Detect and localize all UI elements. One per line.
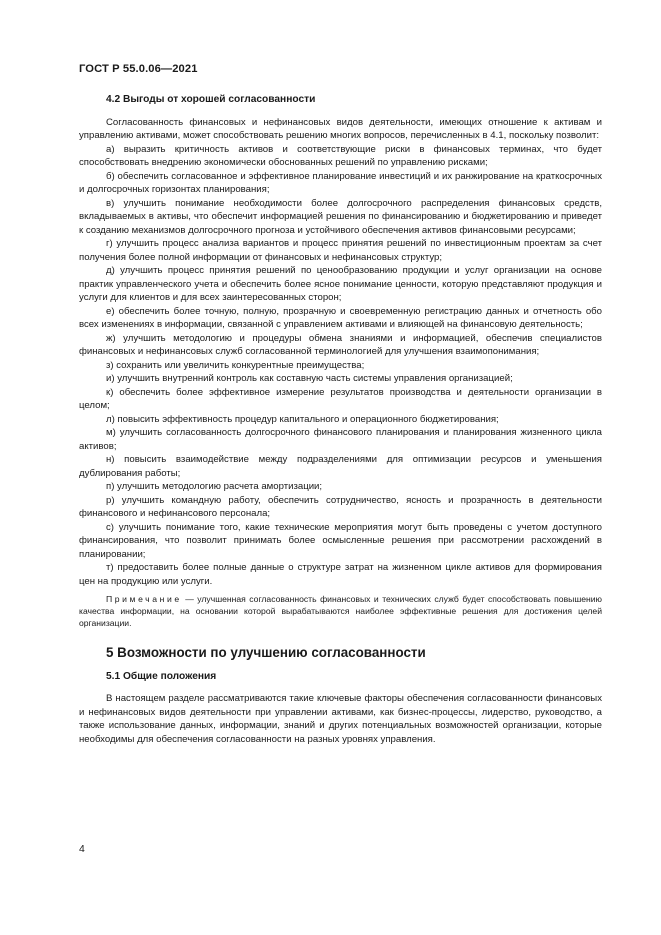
document-code-header: ГОСТ Р 55.0.06—2021 <box>79 63 198 75</box>
list-item: з) сохранить или увеличить конкурентные преимущества; <box>106 359 365 371</box>
list-item: а) выразить критичность активов и соответствующие риски в финансовых терминах, что будет способствовать внедрению экономически обоснованных решений по управлению рисками; <box>79 143 602 168</box>
section-4-2-heading: 4.2 Выгоды от хорошей согласованности <box>106 94 316 105</box>
list-item: г) улучшить процесс анализа вариантов и процесс принятия решений по инвестиционным проектам за счет получения более полной информации от финансовых и нефинансовых структур; <box>79 238 602 263</box>
list-item: п) улучшить методологию расчета амортизации; <box>106 481 323 492</box>
list-item: т) предоставить более полные данные о структуре затрат на жизненном цикле активов для формирования цен на продукцию или услуги. <box>79 562 602 587</box>
section-5-heading: 5 Возможности по улучшению согласованности <box>106 645 426 660</box>
note-block <box>79 593 602 629</box>
list-item: м) улучшить согласованность долгосрочного финансового планирования и планирования жизненного цикла активов; <box>79 427 602 452</box>
list-item: в) улучшить понимание необходимости более долгосрочного распределения финансовых средств, вкладываемых в активы, что обеспечит информацией решения по финансированию и бюджетированию и приведет к созданию механизмов долгосрочного прогноза и устойчивого обеспечения активов финансовыми ресурсами; <box>79 197 602 236</box>
list-item: с) улучшить понимание того, какие технические мероприятия могут быть проведены с учетом доступного финансирования, что позволит принимать более осмысленные решения при рассмотрении расхождений в планировании; <box>79 521 602 560</box>
list-item: к) обеспечить более эффективное измерение результатов производства и деятельности организации в целом; <box>79 386 602 411</box>
list-item: ж) улучшить методологию и процедуры обмена знаниями и информацией, обеспечив специалистов финансовых и нефинансовых служб согласованной терминологией для улучшения взаимопонимания; <box>79 332 602 357</box>
note-text: — улучшенная согласованность финансовых и технических служб будет способствовать повышению качества информации, на основании которой вырабатываются наиболее эффективные решения для достижения целей организации. <box>79 594 602 628</box>
page-number: 4 <box>79 844 85 855</box>
list-item: д) улучшить процесс принятия решений по ценообразованию продукции и услуг организации на основе практик управленческого учета и обеспечить более ясное понимание ценности, которую представляют продукция и услуги для клиентов и для всех заинтересованных сторон; <box>79 265 602 303</box>
section-5-1-heading: 5.1 Общие положения <box>106 670 217 682</box>
list-item: н) повысить взаимодействие между подразделениями для оптимизации ресурсов и уменьшения дублирования работы; <box>79 454 602 479</box>
list-item: л) повысить эффективность процедур капитального и операционного бюджетирования; <box>106 413 499 425</box>
list-item: б) обеспечить согласованное и эффективное планирование инвестиций и их ранжирование на краткосрочных и долгосрочных горизонтах планирования; <box>79 170 602 195</box>
section-5-1-paragraph: В настоящем разделе рассматриваются такие ключевые факторы обеспечения согласованности финансовых и нефинансовых видов деятельности при управлении активами, как бизнес-процессы, лидерство, руководство, а также использование данных, информации, знаний и других потенциальных возможностей организации, которые необходимы для обеспечения согласованности на разных уровнях управления. <box>79 693 602 745</box>
note-label: Примечание <box>106 594 182 604</box>
list-item: р) улучшить командную работу, обеспечить сотрудничество, ясность и прозрачность в деятельности финансового и нефинансового персонала; <box>79 494 602 519</box>
list-item: е) обеспечить более точную, полную, прозрачную и своевременную регистрацию данных и отчетность обо всех изменениях в информации, связанной с управлением активами и влияющей на финансовую деятельность; <box>79 305 602 330</box>
list-item: и) улучшить внутренний контроль как составную часть системы управления организацией; <box>106 373 513 384</box>
section-4-2-intro: Согласованность финансовых и нефинансовых видов деятельности, имеющих отношение к активам и управлению активами, может способствовать решению многих вопросов, перечисленных в 4.1, поскольку позволит: <box>79 116 602 141</box>
page-content <box>79 93 602 746</box>
